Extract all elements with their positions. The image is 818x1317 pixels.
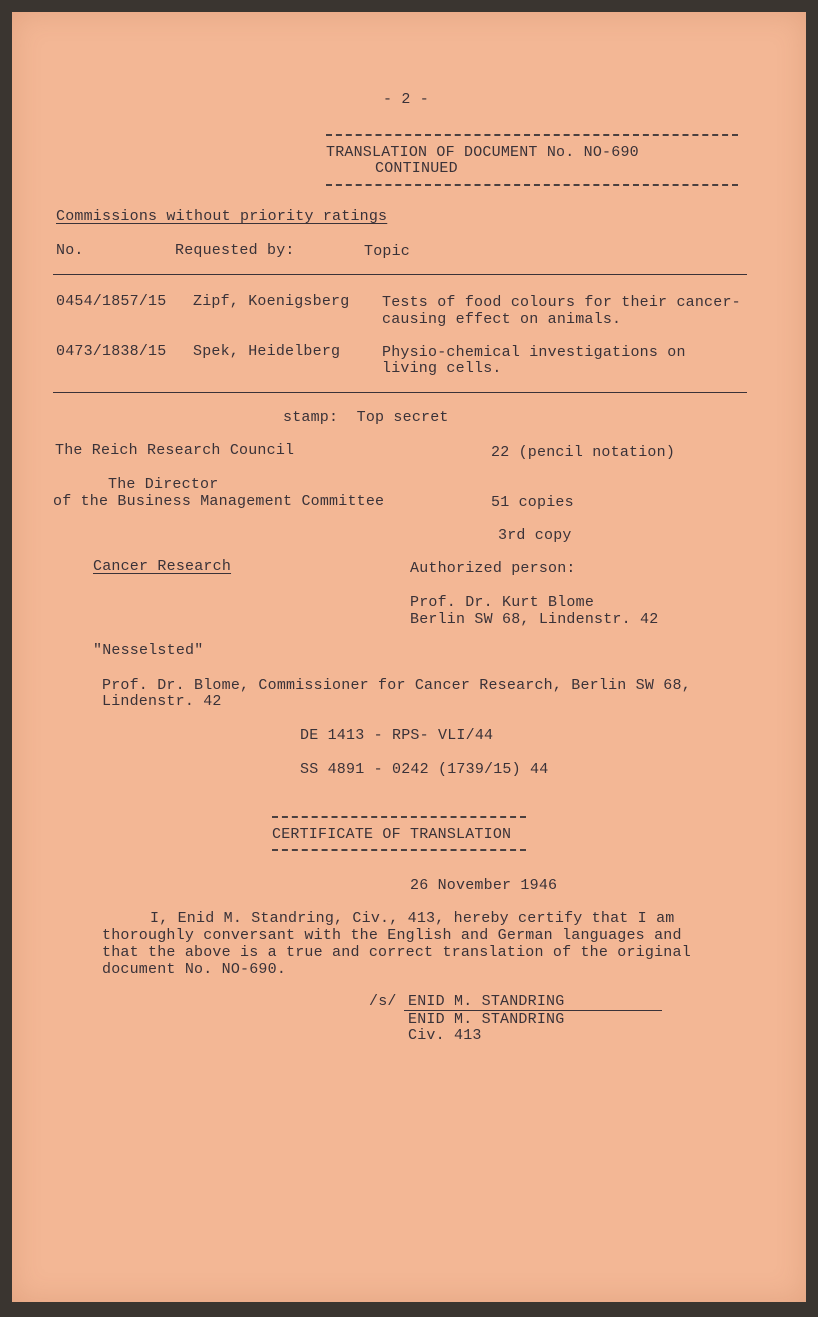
col-header-requested: Requested by: — [175, 242, 295, 259]
the-director: The Director — [108, 476, 219, 493]
signature-prefix: /s/ — [369, 993, 397, 1010]
row2-topic-cont: living cells. — [382, 360, 502, 377]
blome-commissioner-addr: Lindenstr. 42 — [102, 693, 222, 710]
certificate-date: 26 November 1946 — [410, 877, 558, 894]
page-number: - 2 - — [383, 91, 430, 108]
cert-body-line-4: document No. NO-690. — [102, 961, 287, 978]
row2-no: 0473/1838/15 — [56, 343, 167, 360]
reich-council: The Reich Research Council — [55, 442, 295, 459]
signature-name: ENID M. STANDRING — [408, 993, 565, 1010]
header-continued: CONTINUED — [375, 160, 458, 177]
row1-no: 0454/1857/15 — [56, 293, 167, 310]
header-bottom-dash — [326, 184, 738, 186]
cert-top-dash — [272, 816, 526, 818]
prof-blome: Prof. Dr. Kurt Blome — [410, 594, 595, 611]
reference-code-2: SS 4891 - 0242 (1739/15) 44 — [300, 761, 549, 778]
cancer-research: Cancer Research — [93, 558, 232, 575]
business-committee: of the Business Management Committee — [53, 493, 385, 510]
typed-name: ENID M. STANDRING — [408, 1011, 565, 1028]
commissions-title: Commissions without priority ratings — [56, 208, 388, 225]
stamp-text: stamp: Top secret — [283, 409, 449, 426]
authorized-person: Authorized person: — [410, 560, 576, 577]
row2-requested-by: Spek, Heidelberg — [193, 343, 341, 360]
civ-number: Civ. 413 — [408, 1027, 482, 1044]
table-top-rule — [53, 274, 747, 275]
header-top-dash — [326, 134, 738, 136]
col-header-no: No. — [56, 242, 84, 259]
certificate-title: CERTIFICATE OF TRANSLATION — [272, 826, 512, 843]
row2-topic: Physio-chemical investigations on — [382, 344, 686, 361]
cert-body-line-2: thoroughly conversant with the English and German languages and — [102, 927, 682, 944]
row1-topic-cont: causing effect on animals. — [382, 311, 622, 328]
nesselsted: "Nesselsted" — [93, 642, 204, 659]
third-copy: 3rd copy — [498, 527, 572, 544]
copies-count: 51 copies — [491, 494, 574, 511]
header-title: TRANSLATION OF DOCUMENT No. NO-690 — [326, 144, 639, 161]
table-bottom-rule — [53, 392, 747, 393]
col-header-topic: Topic — [364, 243, 411, 260]
blome-commissioner-line: Prof. Dr. Blome, Commissioner for Cancer Research, Berlin SW 68, — [102, 677, 691, 694]
blome-address: Berlin SW 68, Lindenstr. 42 — [410, 611, 659, 628]
cert-body-line-1: I, Enid M. Standring, Civ., 413, hereby certify that I am — [150, 910, 675, 927]
cert-body-line-3: that the above is a true and correct translation of the original — [102, 944, 691, 961]
reference-code-1: DE 1413 - RPS- VLI/44 — [300, 727, 494, 744]
row1-topic: Tests of food colours for their cancer- — [382, 294, 741, 311]
cert-bottom-dash — [272, 849, 526, 851]
row1-requested-by: Zipf, Koenigsberg — [193, 293, 350, 310]
pencil-notation: 22 (pencil notation) — [491, 444, 676, 461]
